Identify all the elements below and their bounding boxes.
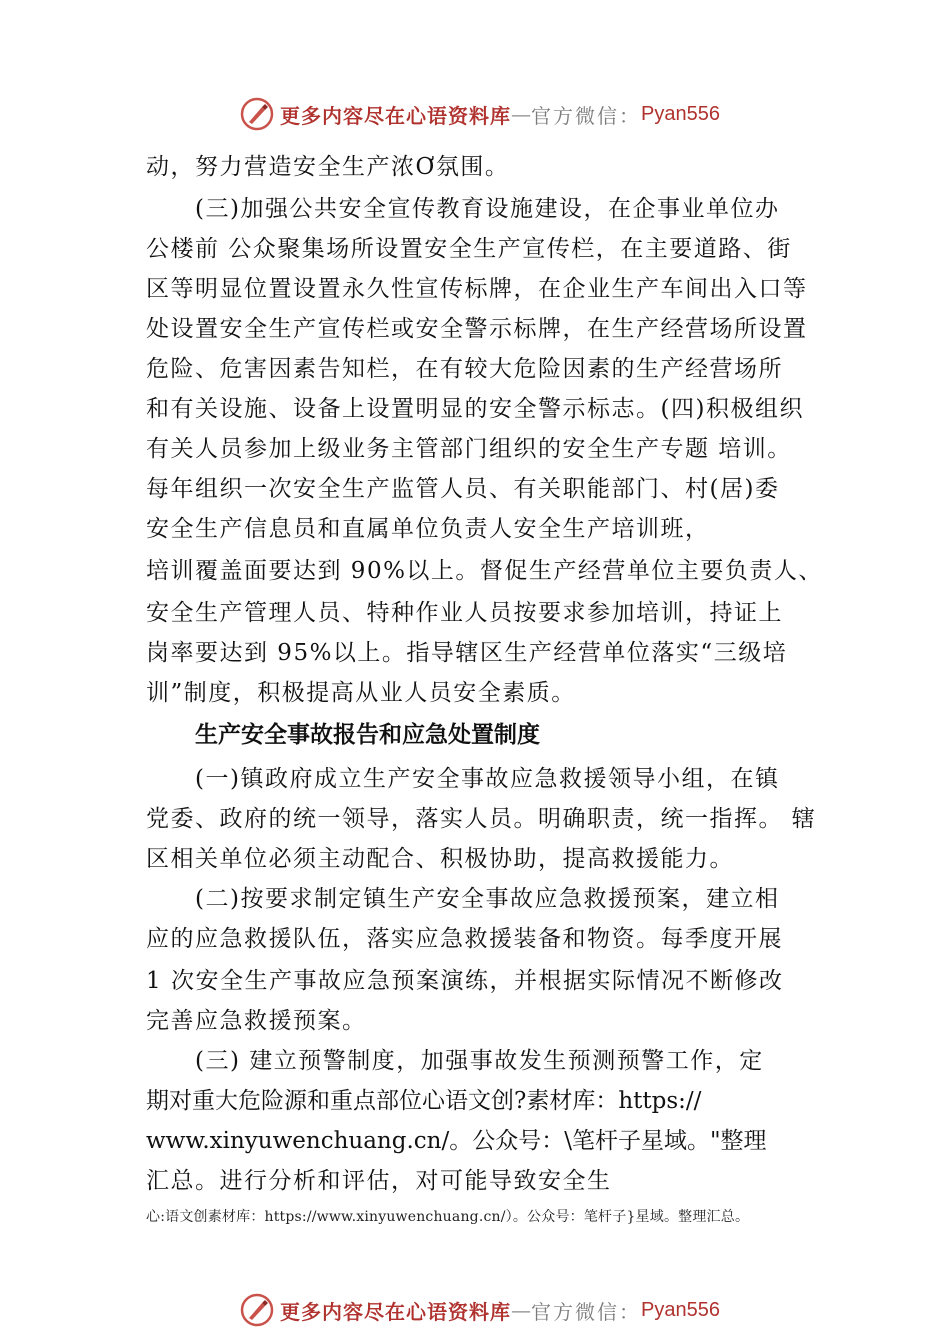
watermark-account-id: Pyan556 (641, 1298, 720, 1321)
watermark-title: 更多内容尽在心语资料库 (280, 103, 511, 128)
text-line: 训”制度，积极提高从业人员安全素质。 (146, 680, 576, 706)
text-line: 期对重大危险源和重点部位心语文创?素材库：https:// (146, 1088, 702, 1114)
text-line: 安全生产信息员和直属单位负责人安全生产培训班， (146, 516, 710, 542)
section-heading: 生产安全事故报告和应急处置制度 (195, 722, 540, 748)
text-line: 安全生产管理人员、特种作业人员按要求参加培训，持证上 (146, 600, 783, 626)
text-line: 汇总。进行分析和评估，对可能导致安全生 (146, 1168, 612, 1194)
pen-logo-icon (240, 97, 274, 131)
watermark-account-id: Pyan556 (641, 102, 720, 125)
text-line: 危险、危害因素告知栏，在有较大危险因素的生产经营场所 (146, 356, 783, 382)
text-line: 公楼前 公众聚集场所设置安全生产宣传栏，在主要道路、街 (146, 236, 792, 262)
text-line: 处设置安全生产宣传栏或安全警示标牌，在生产经营场所设置 (146, 316, 808, 342)
text-line: 岗率要达到 95%以上。指导辖区生产经营单位落实“三级培 (146, 640, 788, 666)
watermark-account-label: 官方微信： (531, 1299, 641, 1324)
text-line: 区等明显位置设置永久性宣传标牌，在企业生产车间出入口等 (146, 276, 808, 302)
text-line: 党委、政府的统一领导，落实人员。明确职责，统一指挥。 辖 (146, 806, 817, 832)
footnote: 心:语文创素材库：https://www.xinyuwenchuang.cn/）。公众号：笔杆子}星域。整理汇总。 (146, 1209, 750, 1225)
text-line: 动，努力营造安全生产浓Ơ氛围。 (146, 154, 510, 180)
text-line: 培训覆盖面要达到 90%以上。督促生产经营单位主要负责人、 (146, 558, 823, 584)
text-line: 有关人员参加上级业务主管部门组织的安全生产专题 培训。 (146, 436, 792, 462)
text-line: 应的应急救援队伍，落实应急救援装备和物资。每季度开展 (146, 926, 783, 952)
watermark-separator: — (511, 102, 531, 126)
text-line: 每年组织一次安全生产监管人员、有关职能部门、村(居)委 (146, 476, 780, 502)
text-line: 区相关单位必须主动配合、积极协助，提高救援能力。 (146, 846, 734, 872)
text-line: 1 次安全生产事故应急预案演练，并根据实际情况不断修改 (146, 968, 784, 994)
watermark-separator: — (511, 1298, 531, 1322)
text-line: 完善应急救援预案。 (146, 1008, 367, 1034)
text-line: 和有关设施、设备上设置明显的安全警示标志。(四)积极组织 (146, 396, 804, 422)
watermark-title: 更多内容尽在心语资料库 (280, 1299, 511, 1324)
text-line: (一)镇政府成立生产安全事故应急救援领导小组，在镇 (195, 766, 780, 792)
watermark-footer (240, 1292, 720, 1328)
text-line: (三) 建立预警制度，加强事故发生预测预警工作，定 (195, 1048, 764, 1074)
watermark-header (240, 96, 720, 132)
text-line: www.xinyuwenchuang.cn/。公众号：\笔杆子星域。"整理 (146, 1128, 767, 1154)
pen-logo-icon (240, 1293, 274, 1327)
text-line: (三)加强公共安全宣传教育设施建设，在企事业单位办 (195, 196, 780, 222)
text-line: (二)按要求制定镇生产安全事故应急救援预案，建立相 (195, 886, 780, 912)
watermark-account-label: 官方微信： (531, 103, 641, 128)
